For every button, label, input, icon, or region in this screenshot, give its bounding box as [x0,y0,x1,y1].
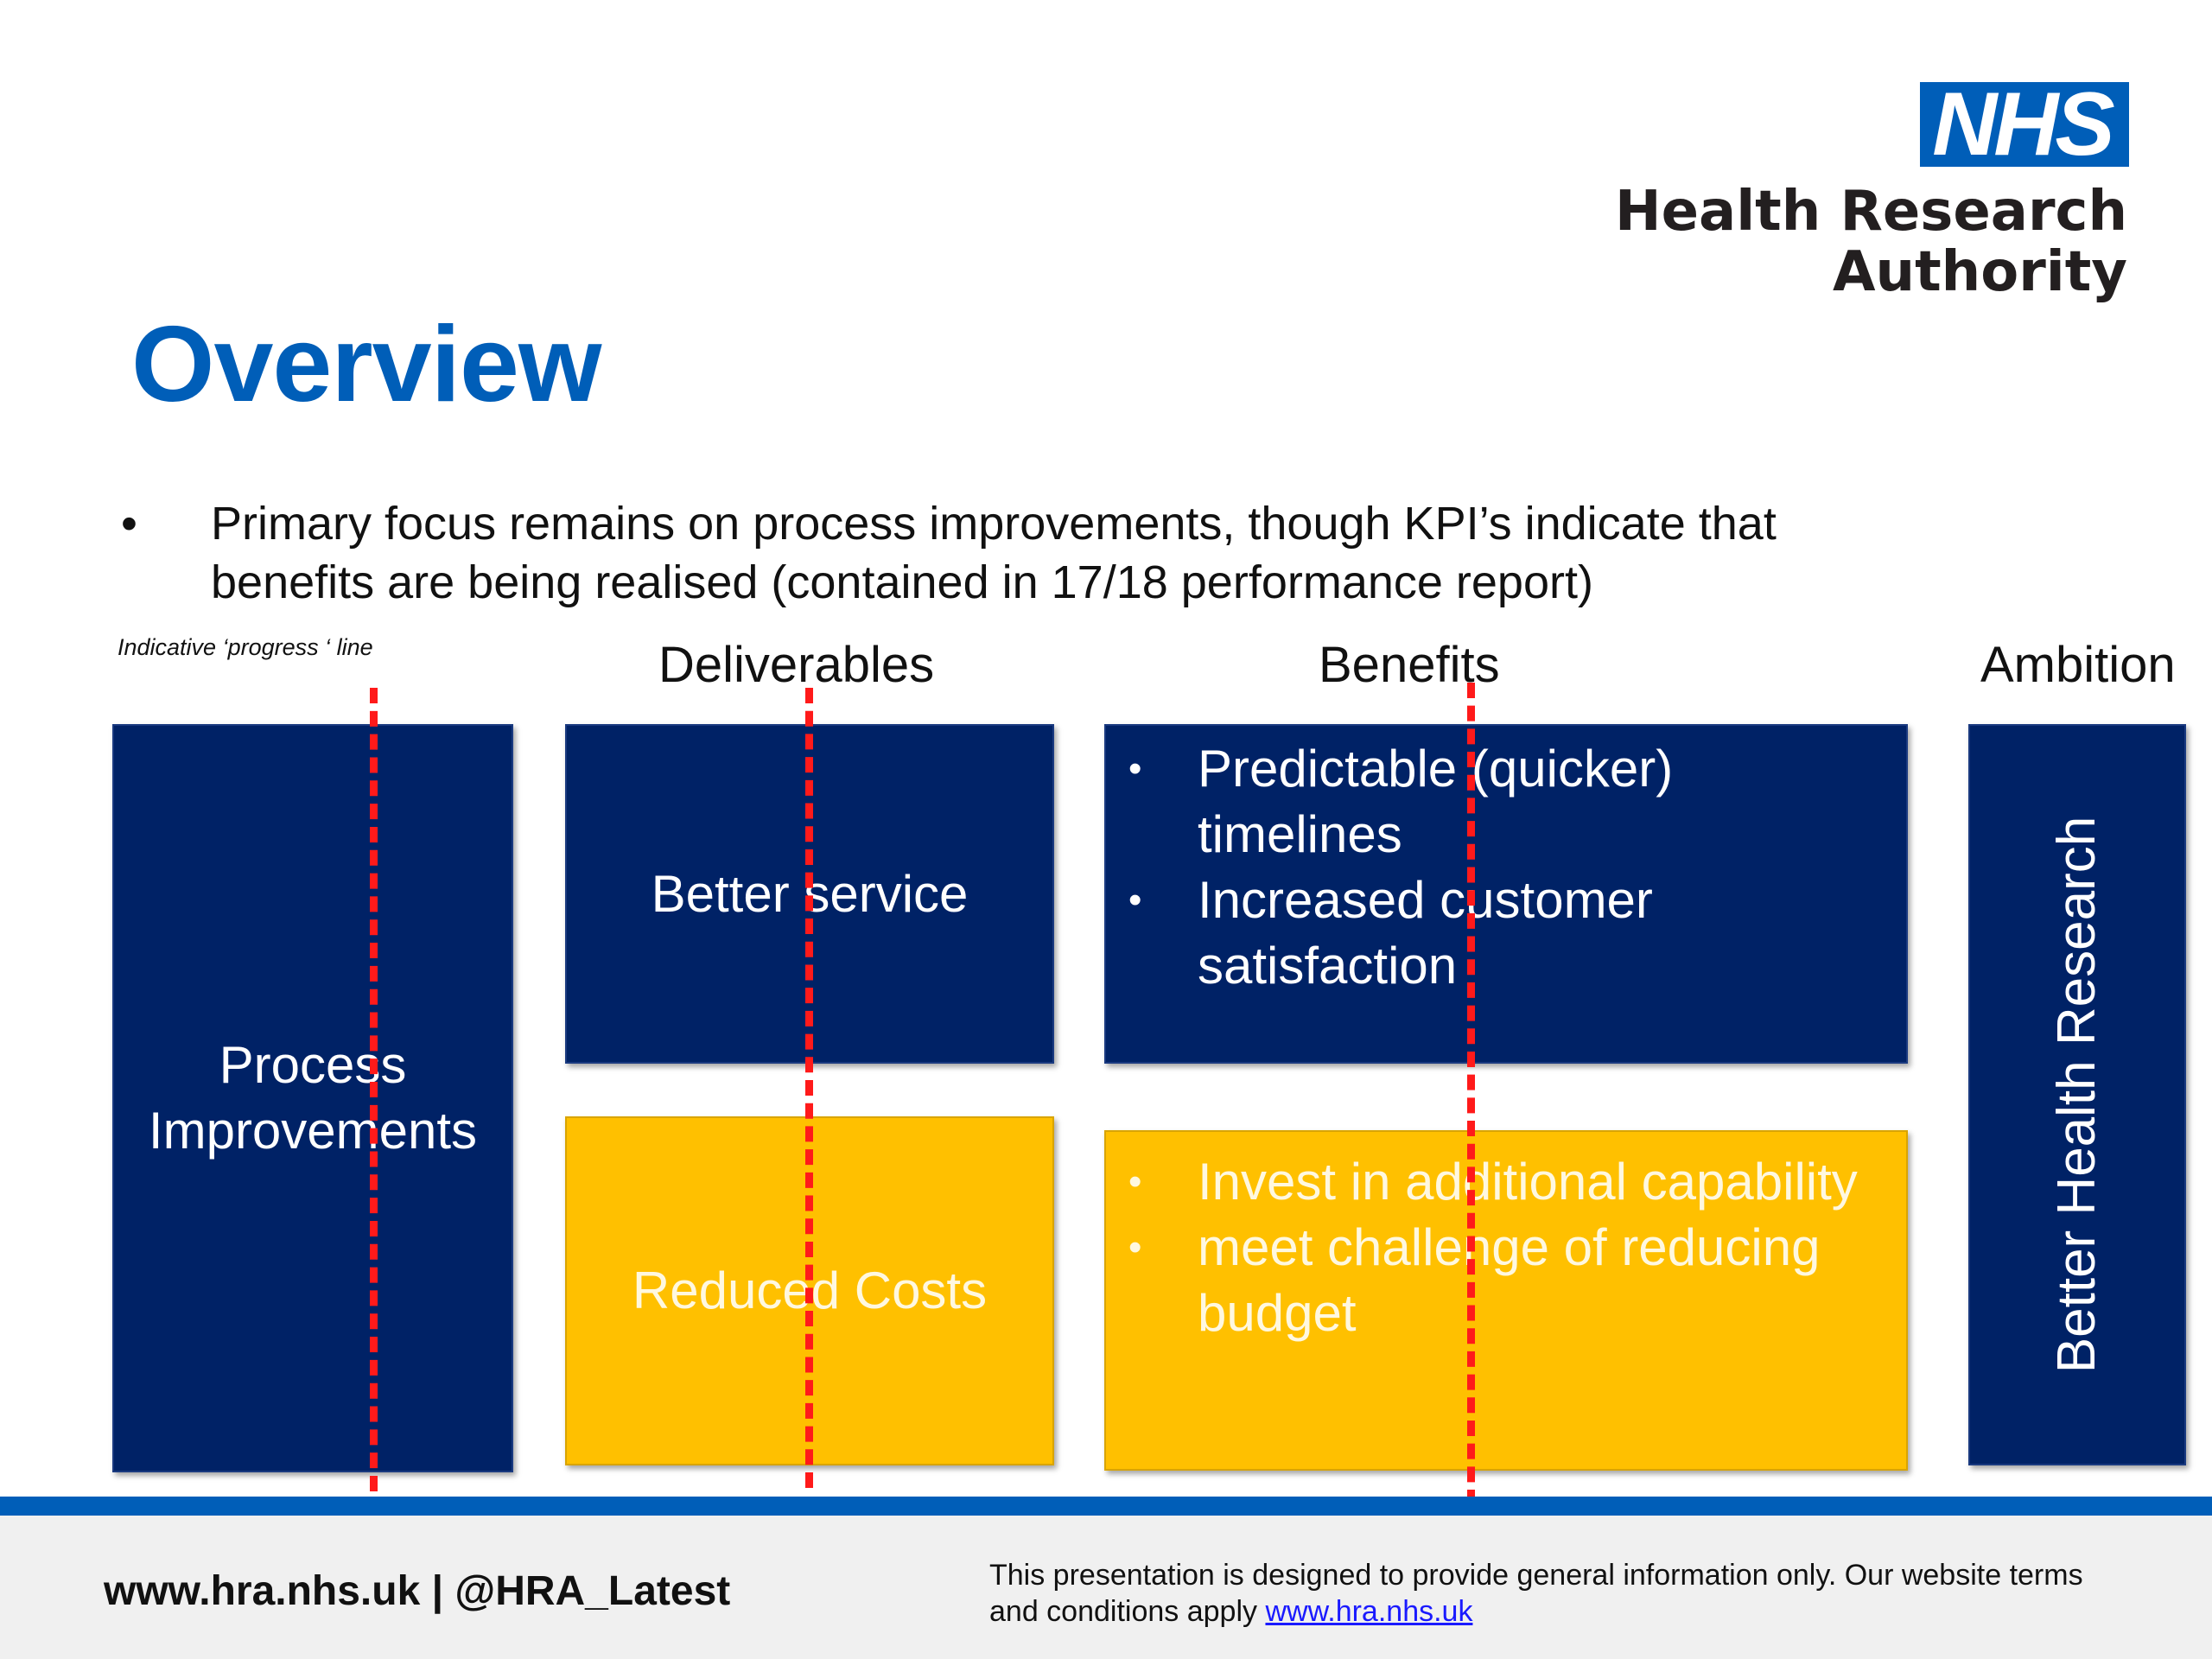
ambition-label: Better Health Research [2047,816,2107,1374]
benefits-header: Benefits [1319,637,1500,693]
deliverables-header: Deliverables [658,637,935,693]
list-item [1106,1215,1906,1346]
process-improvements-label [149,1033,477,1164]
bullet-dot: • [1128,747,1142,790]
service-benefit-1: Predictable (quicker) timelines [1198,740,1674,863]
bullet-dot: • [1128,1226,1142,1268]
process-label-line-2: Improvements [148,1102,478,1160]
cost-benefits-list [1106,1149,1906,1346]
page-title: Overview [131,305,601,424]
footer-divider [0,1497,2212,1516]
org-name-line-1: Health Research [1615,180,2127,244]
service-benefit-2: Increased customer satisfaction [1198,871,1653,995]
progress-line-process [370,688,378,1491]
intro-text: Primary focus remains on process improvements, though KPI’s indicate that benefits are being realised (contained in 17/18 performance report) [211,498,1777,608]
intro-bullet [121,494,1936,612]
list-item [1106,868,1906,999]
better-service-label: Better service [651,864,969,923]
footer-website-handle: www.hra.nhs.uk | @HRA_Latest [104,1568,731,1614]
process-label-line-1: Process [219,1036,407,1094]
service-benefits-box [1104,724,1908,1064]
bullet-dot: • [1128,879,1142,921]
progress-line-caption: Indicative ‘progress ‘ line [118,634,373,660]
cost-benefit-2: meet challenge of reducing budget [1198,1218,1821,1342]
ambition-box [1968,724,2186,1465]
progress-line-benefits [1467,683,1475,1505]
nhs-logo-text: NHS [1932,74,2112,175]
reduced-costs-label: Reduced Costs [632,1262,988,1319]
cost-benefits-box [1104,1130,1908,1471]
org-name-line-2: Authority [1832,240,2127,304]
process-improvements-box [112,724,513,1472]
ambition-header: Ambition [1980,637,2176,693]
nhs-logo [1920,74,2129,175]
footer [0,1516,2212,1659]
cost-benefit-1: Invest in additional capability [1198,1153,1858,1211]
website-link[interactable]: www.hra.nhs.uk [1265,1595,1473,1628]
bullet-dot: • [1128,1160,1142,1203]
disclaimer-text: This presentation is designed to provide general information only. Our website terms and conditions apply [989,1559,2083,1628]
list-item [1106,1149,1906,1215]
org-name [1615,181,2127,302]
service-benefits-list [1106,736,1906,999]
list-item [1106,736,1906,868]
progress-line-deliverables [805,688,813,1488]
bullet-dot: • [121,498,137,550]
footer-disclaimer [989,1557,2130,1630]
